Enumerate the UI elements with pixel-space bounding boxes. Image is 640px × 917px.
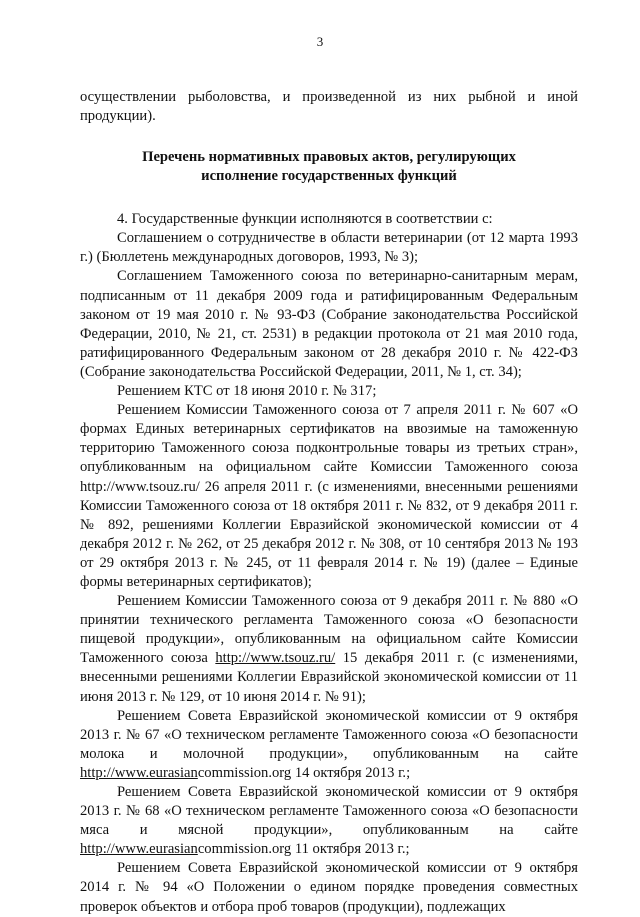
eurasian-link-2[interactable]: http://www.eurasian: [80, 841, 198, 858]
paragraph-customs-union-agreement: Соглашением Таможенного союза по ветеринарно-санитарным мерам, подписанным от 11 декабря 2009 года и ратифицированным Федеральным законом от 19 мая 2010 г. № 93-ФЗ (Собрание законодательства Российской Федерации, 2010, № 21, ст. 2531) в редакции протокола от 21 мая 2010 года, ратифицированного Федеральным законом от 28 декабря 2010 г. № 422-ФЗ (Собрание законодательства Российской Федерации, 2011, № 1, ст. 34);: [80, 268, 578, 380]
document-body: [80, 88, 578, 917]
section-heading: [80, 148, 578, 186]
decision-880-text-before: Решением Комиссии Таможенного союза от 9 декабря 2011 г. № 880 «О принятии технического регламента Таможенного союза «О безопасности пищевой продукции», опубликованным на официальном сайте Комиссии Таможенного союза: [80, 593, 578, 667]
paragraph-functions-intro: 4. Государственные функции исполняются в соответствии с:: [117, 211, 493, 228]
decision-880-text-after: 15 декабря 2011 г. (с изменениями, внесенными решениями Коллегии Евразийской экономической комиссии от 11 июня 2013 г. № 129, от 10 июня 2014 г. № 91);: [80, 650, 578, 705]
paragraph-decision-67: [80, 707, 578, 783]
tsouz-link[interactable]: http://www.tsouz.ru/: [215, 650, 336, 667]
decision-68-text-after: commission.org 11 октября 2013 г.;: [197, 841, 410, 858]
paragraph-decision-94: Решением Совета Евразийской экономической комиссии от 9 октября 2014 г. № 94 «О Положении о едином порядке проведения совместных проверок объектов и отбора проб товаров (продукции), подлежащих: [80, 860, 578, 915]
section-heading-line-1: Перечень нормативных правовых актов, регулирующих: [142, 149, 516, 166]
paragraph-decision-607: Решением Комиссии Таможенного союза от 7 апреля 2011 г. № 607 «О формах Единых ветеринарных сертификатов на ввозимые на таможенную территорию Таможенного союза подконтрольные товары из третьих стран», опубликованным на официальном сайте Комиссии Таможенного союза http://www.tsouz.ru/ 26 апреля 2011 г. (с изменениями, внесенными решениями Комиссии Таможенного союза от 18 октября 2011 г. № 832, от 9 декабря 2011 г. № 892, решениями Коллегии Евразийской экономической комиссии от 4 декабря 2012 г. № 262, от 25 декабря 2012 г. № 308, от 10 сентября 2013 № 193 от 29 октября 2013 г. № 245, от 11 февраля 2014 г. № 19) (далее – Единые формы ветеринарных сертификатов);: [80, 402, 578, 590]
paragraph-decision-880: [80, 592, 578, 707]
section-heading-line-2: исполнение государственных функций: [201, 168, 457, 185]
decision-67-text-before: Решением Совета Евразийской экономической комиссии от 9 октября 2013 г. № 67 «О техническом регламенте Таможенного союза «О безопасности молока и молочной продукции», опубликованным на сайте: [80, 707, 578, 762]
decision-67-text-after: commission.org 14 октября 2013 г.;: [197, 764, 411, 781]
intro-paragraph: осуществлении рыболовства, и произведенной из них рыбной и иной продукции).: [80, 89, 578, 125]
page-number: 3: [316, 34, 324, 49]
eurasian-link-1[interactable]: http://www.eurasian: [80, 764, 198, 781]
paragraph-decision-68: [80, 783, 578, 859]
paragraph-kts-decision: Решением КТС от 18 июня 2010 г. № 317;: [117, 383, 377, 400]
decision-68-text-before: Решением Совета Евразийской экономической комиссии от 9 октября 2013 г. № 68 «О техническом регламенте Таможенного союза «О безопасности мяса и мясной продукции», опубликованным на сайте: [80, 784, 578, 839]
paragraph-vet-agreement: Соглашением о сотрудничестве в области ветеринарии (от 12 марта 1993 г.) (Бюллетень международных договоров, 1993, № 3);: [80, 230, 578, 266]
